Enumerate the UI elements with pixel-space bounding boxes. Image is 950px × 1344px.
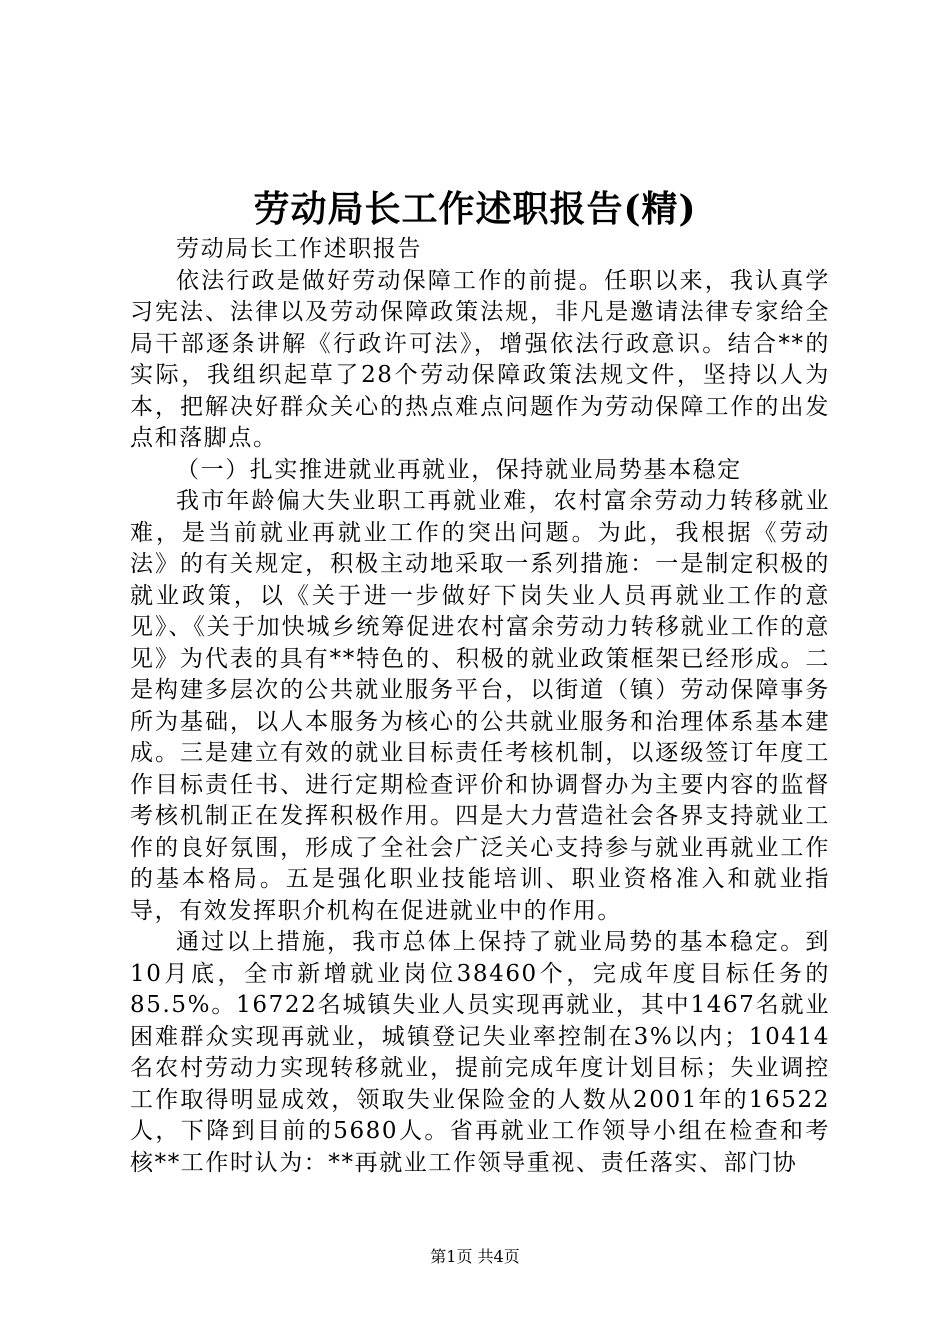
section-heading: （一）扎实推进就业再就业，保持就业局势基本稳定 xyxy=(176,456,742,483)
document-body xyxy=(130,234,830,1179)
paragraph: 依法行政是做好劳动保障工作的前提。任职以来，我认真学习宪法、法律以及劳动保障政策法规，非凡是邀请法律专家给全局干部逐条讲解《行政许可法》，增强依法行政意识。结合**的实际，我组织起草了28个劳动保障政策法规文件，坚持以人为本，把解决好群众关心的热点难点问题作为劳动保障工作的出发点和落脚点。 xyxy=(130,267,830,451)
page-number-footer: 第1页 共4页 xyxy=(430,1247,520,1266)
paragraph: 通过以上措施，我市总体上保持了就业局势的基本稳定。到10月底，全市新增就业岗位38460个，完成年度目标任务的85.5%。16722名城镇失业人员实现再就业，其中1467名就业困难群众实现再就业，城镇登记失业率控制在3%以内；10414名农村劳动力实现转移就业，提前完成年度计划目标；失业调控工作取得明显成效，领取失业保险金的人数从2001年的16522人，下降到目前的5680人。省再就业工作领导小组在检查和考核**工作时认为：**再就业工作领导重视、责任落实、部门协 xyxy=(130,929,830,1176)
document-title: 劳动局长工作述职报告(精) xyxy=(253,188,697,230)
paragraph-subtitle: 劳动局长工作述职报告 xyxy=(176,236,422,262)
paragraph: 我市年龄偏大失业职工再就业难，农村富余劳动力转移就业难，是当前就业再就业工作的突出问题。为此，我根据《劳动法》的有关规定，积极主动地采取一系列措施：一是制定积极的就业政策，以《关于进一步做好下岗失业人员再就业工作的意见》、《关于加快城乡统筹促进农村富余劳动力转移就业工作的意见》为代表的具有**特色的、积极的就业政策框架已经形成。二是构建多层次的公共就业服务平台，以街道（镇）劳动保障事务所为基础，以人本服务为核心的公共就业服务和治理体系基本建成。三是建立有效的就业目标责任考核机制，以逐级签订年度工作目标责任书、进行定期检查评价和协调督办为主要内容的监督考核机制正在发挥积极作用。四是大力营造社会各界支持就业工作的良好氛围，形成了全社会广泛关心支持参与就业再就业工作的基本格局。五是强化职业技能培训、职业资格准入和就业指导，有效发挥职介机构在促进就业中的作用。 xyxy=(130,488,830,924)
